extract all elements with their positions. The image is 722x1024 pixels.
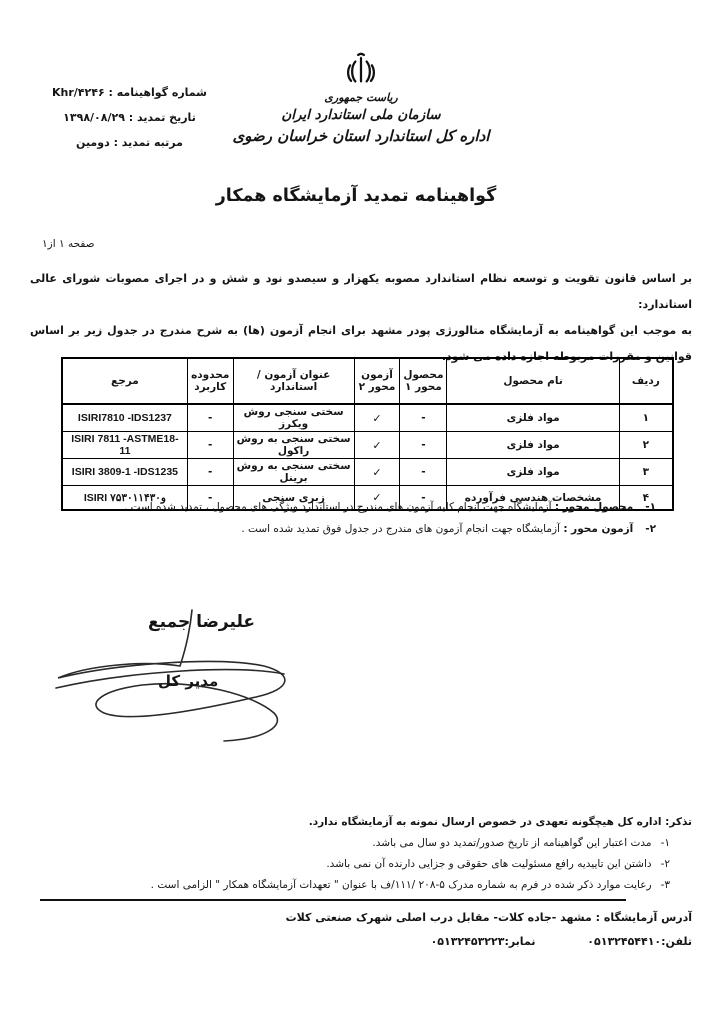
table-notes <box>40 497 656 540</box>
signatory-name: علیرضا جمیع <box>148 612 255 632</box>
cell-product: مواد فلزی <box>447 404 619 432</box>
body-paragraphs <box>30 266 692 370</box>
table-row <box>62 432 673 459</box>
footer <box>30 906 692 954</box>
col-header-reference: مرجع <box>62 358 187 404</box>
note-lead: آزمون محور : <box>563 522 634 535</box>
note-lead: محصول محور : <box>554 501 634 513</box>
note-text: آزمایشگاه جهت انجام آزمون های مندرج در جدول فوق تمدید شده است . <box>241 522 560 535</box>
cell-product-based: - <box>400 404 447 432</box>
remark-number: ۱- <box>660 837 670 849</box>
cell-row-no: ۱ <box>619 404 673 432</box>
fax <box>431 935 536 948</box>
renewal-order <box>32 130 227 155</box>
cell-test-based-checkmark: ✓ <box>354 432 400 459</box>
remark-number: ۲- <box>660 858 670 870</box>
col-header-product-based: محصول محور ۱ <box>400 358 447 404</box>
iran-emblem-icon <box>344 52 378 90</box>
cell-test-based-checkmark: ✓ <box>354 486 400 511</box>
note-text: آزمایشگاه جهت انجام کلیه آزمون های مندرج در استاندارد ویژگی های محصول ، تمدید شده است . <box>123 501 552 513</box>
table-row <box>62 404 673 432</box>
cell-reference: ISIRI 7811 -ASTME18-11 <box>62 432 187 459</box>
paragraph-legal-basis: بر اساس قانون تقویت و توسعه نظام استاندارد مصوبه یکهزار و سیصدو نود و شش و در اجرای مصوبات شورای عالی استاندارد: <box>30 272 692 311</box>
col-header-test-based: آزمون محور ۲ <box>354 358 400 404</box>
cell-scope: - <box>187 432 233 459</box>
remark-item <box>40 854 692 875</box>
cell-product-based: - <box>400 486 447 511</box>
certificate-number <box>32 80 227 105</box>
certificate-number-value: Khr/۴۲۴۶ <box>52 86 105 99</box>
org-line-national-standard: سازمان ملی استاندارد ایران <box>281 107 441 123</box>
col-header-product-name: نام محصول <box>447 358 619 404</box>
cell-reference: ISIRI7810 -IDS1237 <box>62 404 187 432</box>
paragraph-grant-prefix: به موجب این گواهینامه به آزمایشگاه <box>489 324 692 337</box>
remark-text: مدت اعتبار این گواهینامه از تاریخ صدور/تمدید دو سال می باشد. <box>372 837 652 849</box>
cell-row-no: ۳ <box>619 459 673 486</box>
org-line-province-office: اداره کل استاندارد استان خراسان رضوی <box>232 127 490 145</box>
cell-row-no: ۴ <box>619 486 673 511</box>
remark-text: داشتن این تاییدیه رافع مسئولیت های حقوقی و جزایی دارنده آن نمی باشد. <box>326 858 652 870</box>
renewal-order-label: مرتبه تمدید : <box>113 136 183 149</box>
col-header-row-no: ردیف <box>619 358 673 404</box>
remark-number: ۳- <box>660 879 670 891</box>
note-number: ۱- <box>645 501 656 513</box>
cell-scope: - <box>187 404 233 432</box>
cell-product-based: - <box>400 459 447 486</box>
cell-scope: - <box>187 486 233 511</box>
cell-test-title: سختی سنجی به روش برینل <box>233 459 354 486</box>
cell-product: مواد فلزی <box>447 459 619 486</box>
renewal-date <box>32 105 227 130</box>
cell-test-title: سختی سنجی به روش راکول <box>233 432 354 459</box>
signatory-role: مدیر کل <box>158 672 219 690</box>
cell-reference: ISIRI ۷۵۳۰و۱۱۴۳۰ <box>62 486 187 511</box>
cell-test-based-checkmark: ✓ <box>354 459 400 486</box>
cell-scope: - <box>187 459 233 486</box>
table-row <box>62 459 673 486</box>
document-title: گواهینامه تمدید آزمایشگاه همکار <box>215 186 497 206</box>
renewal-order-value: دومین <box>76 136 110 149</box>
remark-notice: تذکر: اداره کل هیچگونه تعهدی در خصوص ارسال نمونه به آزمایشگاه ندارد. <box>308 816 692 828</box>
laboratory-name: متالورژی پودر مشهد <box>370 324 485 337</box>
fax-label: نمابر: <box>504 935 536 948</box>
remark-item <box>40 875 692 896</box>
certificate-number-label: شماره گواهینامه : <box>108 86 207 99</box>
contact-line <box>30 930 692 954</box>
cell-test-title: سختی سنجی روش ویکرز <box>233 404 354 432</box>
certificate-meta <box>32 80 227 155</box>
phone-label: تلفن: <box>661 935 692 948</box>
cell-test-based-checkmark: ✓ <box>354 404 400 432</box>
renewal-date-label: تاریخ تمدید : <box>128 111 196 124</box>
organization-header <box>201 52 521 145</box>
renewal-date-value: ۱۳۹۸/۰۸/۲۹ <box>63 111 125 124</box>
paragraph-grant-suffix: برای انجام آزمون (ها) به شرح مندرج در جدول زیر بر اساس قوانین و مقررات مربوطه اجازه داده می شود. <box>30 324 692 363</box>
cell-product: مشخصات هندسی فرآورده <box>447 486 619 511</box>
cell-test-title: زبری سنجی <box>233 486 354 511</box>
footer-divider-line <box>40 899 626 901</box>
test-scope-table <box>61 357 674 511</box>
remark-item <box>40 833 692 854</box>
phone <box>583 935 692 948</box>
signature-block <box>46 600 346 765</box>
col-header-test-title: عنوان آزمون / استاندارد <box>233 358 354 404</box>
note-number: ۲- <box>645 522 656 535</box>
table-note-product-based <box>40 497 656 519</box>
page-indicator: صفحه ۱ از۱ <box>42 238 95 250</box>
cell-reference: ISIRI 3809-1 -IDS1235 <box>62 459 187 486</box>
table-note-test-based <box>40 519 656 541</box>
cell-row-no: ۲ <box>619 432 673 459</box>
cell-product: مواد فلزی <box>447 432 619 459</box>
lab-address: آدرس آزمایشگاه : مشهد -جاده کلات- مقابل درب اصلی شهرک صنعتی کلات <box>285 911 692 924</box>
remarks-section <box>40 812 692 896</box>
org-line-presidency: ریاست جمهوری <box>324 91 398 104</box>
fax-number: ۰۵۱۳۲۴۵۳۲۲۳ <box>430 935 505 948</box>
col-header-scope: محدوده کاربرد <box>187 358 233 404</box>
table-header-row <box>62 358 673 404</box>
phone-number: ۰۵۱۳۲۴۵۴۴۱۰ <box>587 935 662 948</box>
cell-product-based: - <box>400 432 447 459</box>
remark-text: رعایت موارد ذکر شده در فرم به شماره مدرک ۵-۲۰۸ /۱۱۱/ف با عنوان " تعهدات آزمایشگاه همکار " الزامی است . <box>150 879 652 891</box>
